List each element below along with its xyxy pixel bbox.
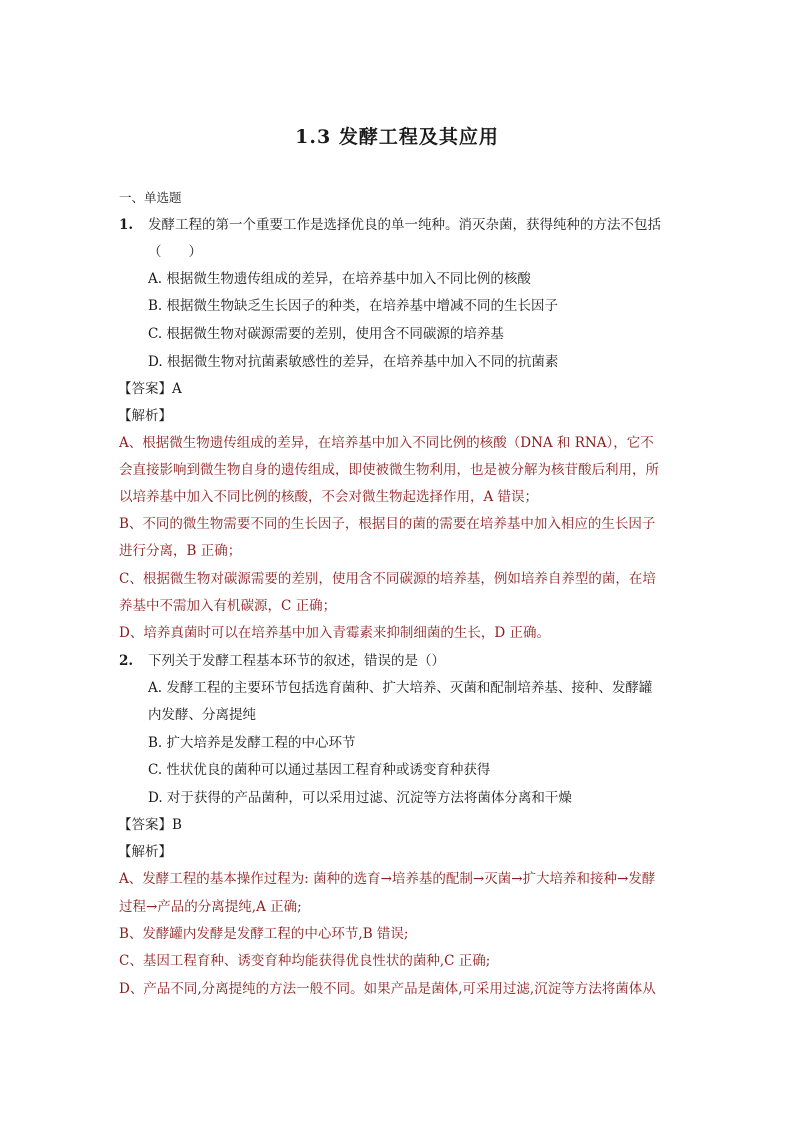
question-2-analysis-line-1: A、发酵工程的基本操作过程为: 菌种的选育→培养基的配制→灭菌→扩大培养和接种→发酵 [119, 871, 656, 887]
question-2-option-a-line-2: 内发酵、分离提纯 [148, 707, 256, 723]
question-2-option-b: B. 扩大培养是发酵工程的中心环节 [148, 735, 356, 751]
question-1-analysis-line-8: D、培养真菌时可以在培养基中加入青霉素来抑制细菌的生长，D 正确。 [119, 625, 550, 641]
question-2-option-d: D. 对于获得的产品菌种，可以采用过滤、沉淀等方法将菌体分离和干燥 [148, 790, 572, 806]
question-2-analysis-line-4: C、基因工程育种、诱变育种均能获得优良性状的菌种,C 正确; [119, 953, 491, 969]
question-1-analysis-line-7: 养基中不需加入有机碳源，C 正确； [119, 598, 337, 614]
question-1-analysis-line-4: B、不同的微生物需要不同的生长因子，根据目的菌的需要在培养基中加入相应的生长因子 [119, 516, 656, 532]
question-1-stem-line-1: 发酵工程的第一个重要工作是选择优良的单一纯种。消灭杂菌，获得纯种的方法不包括 [148, 217, 661, 233]
question-2-number: 2. [119, 653, 134, 669]
question-1-option-d: D. 根据微生物对抗菌素敏感性的差异，在培养基中加入不同的抗菌素 [148, 354, 559, 370]
question-1-option-a: A. 根据微生物遗传组成的差异，在培养基中加入不同比例的核酸 [148, 271, 531, 287]
question-1-option-c: C. 根据微生物对碳源需要的差别，使用含不同碳源的培养基 [148, 326, 504, 342]
question-2-analysis-line-3: B、发酵罐内发酵是发酵工程的中心环节,B 错误; [119, 926, 409, 942]
question-2-answer: 【答案】B [118, 817, 182, 833]
question-1-analysis-label: 【解析】 [118, 408, 172, 424]
question-1-analysis-line-2: 会直接影响到微生物自身的遗传组成，即使被微生物利用，也是被分解为核苷酸后利用，所 [119, 462, 659, 478]
question-2-analysis-line-2: 过程→产品的分离提纯,A 正确; [119, 899, 302, 915]
question-2-option-c: C. 性状优良的菌种可以通过基因工程育种或诱变育种获得 [148, 762, 491, 778]
question-2-stem: 下列关于发酵工程基本环节的叙述，错误的是（） [148, 653, 445, 669]
question-1-answer: 【答案】A [118, 381, 182, 397]
question-1-analysis-line-6: C、根据微生物对碳源需要的差别，使用含不同碳源的培养基，例如培养自养型的菌，在培 [119, 571, 656, 587]
question-1-analysis-line-5: 进行分离，B 正确； [119, 543, 242, 559]
question-1-analysis-line-3: 以培养基中加入不同比例的核酸，不会对微生物起选择作用，A 错误； [119, 489, 539, 505]
question-1-stem-line-2: （ ） [148, 244, 202, 260]
question-2-analysis-label: 【解析】 [118, 844, 172, 860]
section-heading: 一、单选题 [119, 190, 182, 205]
question-1-analysis-line-1: A、根据微生物遗传组成的差异，在培养基中加入不同比例的核酸（DNA 和 RNA），它不 [119, 435, 654, 451]
question-2-analysis-line-5: D、产品不同,分离提纯的方法一般不同。如果产品是菌体,可采用过滤,沉淀等方法将菌体从 [119, 981, 656, 997]
question-1-number: 1. [119, 217, 134, 233]
page-title: 1.3 发酵工程及其应用 [295, 126, 499, 148]
question-1-option-b: B. 根据微生物缺乏生长因子的种类，在培养基中增减不同的生长因子 [148, 298, 559, 314]
question-2-option-a-line-1: A. 发酵工程的主要环节包括选育菌种、扩大培养、灭菌和配制培养基、接种、发酵罐 [148, 680, 653, 696]
